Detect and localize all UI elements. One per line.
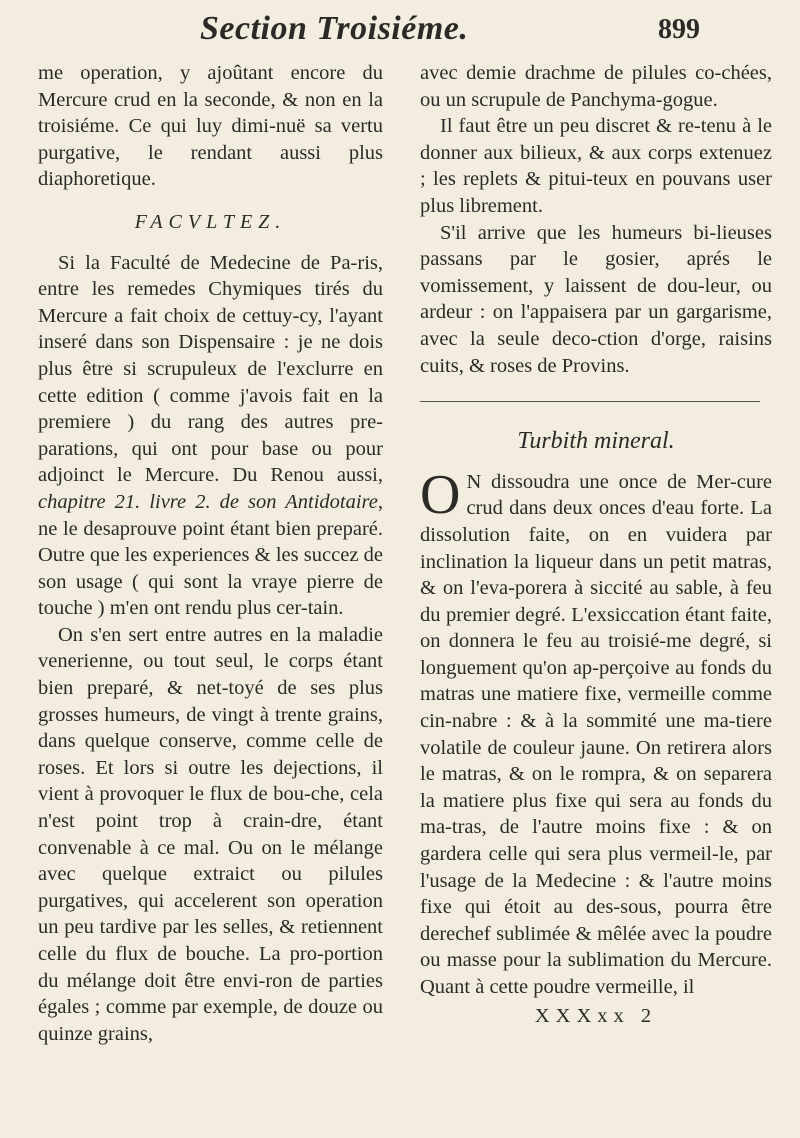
paragraph-text: , ne le desaprouve point étant bien preparé. Outre que les experiences & les succez de son usage ( qui sont la vraye pierre de touche ) m'en ont rendu plus cer-tain.	[38, 490, 383, 620]
paragraph: me operation, y ajoûtant encore du Mercure crud en la seconde, & non en la troisiéme. Ce qui luy dimi-nuë sa vertu purgative, le rendant aussi plus diaphoretique.	[38, 62, 383, 191]
paragraph: Il faut être un peu discret & re-tenu à le donner aux bilieux, & aux corps extenuez ; les replets & pitui-teux en pouvans user plus librement.	[420, 115, 772, 217]
paragraph: S'il arrive que les humeurs bi-lieuses passans par le gosier, aprés le vomissement, y laissent de dou-leur, ou ardeur : on l'appaisera par un gargarisme, avec la seule deco-ction d'orge, raisins cuits, & roses de Provins.	[420, 221, 772, 377]
paragraph	[420, 463, 772, 1001]
section-divider	[420, 401, 760, 402]
paragraph: On s'en sert entre autres en la maladie venerienne, ou tout seul, le corps étant bien preparé, & net-toyé de ses plus grosses humeurs, de vingt à trente grains, dans quelque conserve, comme celle de roses. Et lors si outre les dejections, il vient à provoquer le flux de bou-che, cela n'est point trop à crain-dre, étant convenable à ce mal. Ou on le mélange avec quelque extraict ou pilules purgatives, qui accelerent son operation un peu tardive par les selles, & retiennent celle du flux de bouche. La pro-portion du mélange doit être envi-ron de parties égales ; comme par exemple, de douze ou quinze grains,	[38, 623, 383, 1045]
paragraph	[38, 250, 383, 622]
page-number: 899	[658, 14, 700, 45]
paragraph-text: N dissoudra une once de Mer-cure crud dans deux onces d'eau forte. La dissolution faite, on en vuidera par inclination la liqueur dans un petit matras, & on l'eva-porera à siccité au sable, à feu du premier degré. L'exsiccation étant faite, on donnera le feu au troisié-me degré, si longuement qu'on ap-perçoive au fonds du matras une matiere fixe, vermeille comme cin-nabre : & à la sommité une ma-tiere volatile de couleur jaune. On retirera alors le matras, & on le rompra, & on separera la matiere plus fixe qui sera au fonds du ma-tras, de l'autre moins fixe : & on gardera celle qui sera plus vermeil-le, par l'usage de la Medecine : & l'autre moins fixe qui étoit au des-sous, pourra être derechef sublimée & mêlée avec la poudre ou masse pour la sublimation du Mercure. Quant à cette poudre vermeille, il	[420, 470, 772, 998]
section-title: Turbith mineral.	[517, 428, 675, 455]
left-column	[38, 60, 383, 1047]
citation: chapitre 21. livre 2. de son Antidotaire	[38, 490, 378, 513]
right-column	[420, 60, 772, 1029]
paragraph: avec demie drachme de pilules co-chées, ou un scrupule de Panchyma-gogue.	[420, 62, 772, 111]
paragraph-text: Si la Faculté de Medecine de Pa-ris, entre les remedes Chymiques tirés du Mercure a fait choix de cettuy-cy, l'ayant inseré dans son Dispensaire : je ne dois plus être si scrupuleux de l'exclurre en cette edition ( comme j'avois fait en la premiere ) du rang des autres pre-parations, qui ont pour base ou pour adjoinct le Mercure. Du Renou aussi,	[38, 251, 383, 487]
signature-mark: XXXxx 2	[534, 1004, 658, 1027]
drop-cap: O	[420, 463, 461, 526]
running-head: Section Troisiéme.	[200, 10, 469, 47]
subheading: FACVLTEZ.	[134, 210, 287, 233]
